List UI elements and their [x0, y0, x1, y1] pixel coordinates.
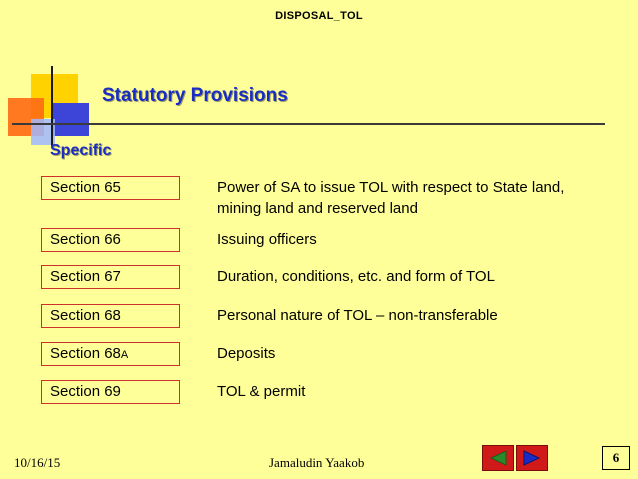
section-label: Section 65	[50, 179, 121, 196]
section-label: Section 66	[50, 231, 121, 248]
triangle-right-icon	[521, 449, 543, 467]
section-label: Section 68	[50, 345, 121, 362]
logo-blue-square	[52, 103, 89, 136]
section-label: Section 68	[50, 307, 121, 324]
section-label: Section 67	[50, 268, 121, 285]
section-box	[41, 380, 180, 404]
next-slide-button[interactable]	[516, 445, 548, 471]
section-description: Deposits	[217, 345, 276, 362]
section-description: Power of SA to issue TOL with respect to State land, mining land and reserved land	[217, 179, 565, 217]
section-box	[41, 342, 180, 366]
page-number: 6	[602, 446, 630, 470]
section-label: Section 69	[50, 383, 121, 400]
previous-slide-button[interactable]	[482, 445, 514, 471]
footer-date: 10/16/15	[14, 455, 61, 470]
title-divider	[12, 123, 605, 125]
logo-vertical-line	[51, 66, 53, 146]
section-box	[41, 228, 180, 252]
slide-title: Statutory Provisions	[102, 85, 288, 106]
slide-subtitle: Specific	[50, 142, 112, 159]
section-box	[41, 304, 180, 328]
triangle-left-icon	[487, 449, 509, 467]
section-description: TOL & permit	[217, 383, 306, 400]
header-title: DISPOSAL_TOL	[275, 10, 363, 22]
section-description: Duration, conditions, etc. and form of TOL	[217, 268, 495, 285]
section-box	[41, 176, 180, 200]
section-description: Issuing officers	[217, 231, 317, 248]
footer-author: Jamaludin Yaakob	[269, 455, 365, 470]
section-description: Personal nature of TOL – non-transferable	[217, 307, 498, 324]
section-suffix: A	[120, 349, 129, 361]
section-box	[41, 265, 180, 289]
